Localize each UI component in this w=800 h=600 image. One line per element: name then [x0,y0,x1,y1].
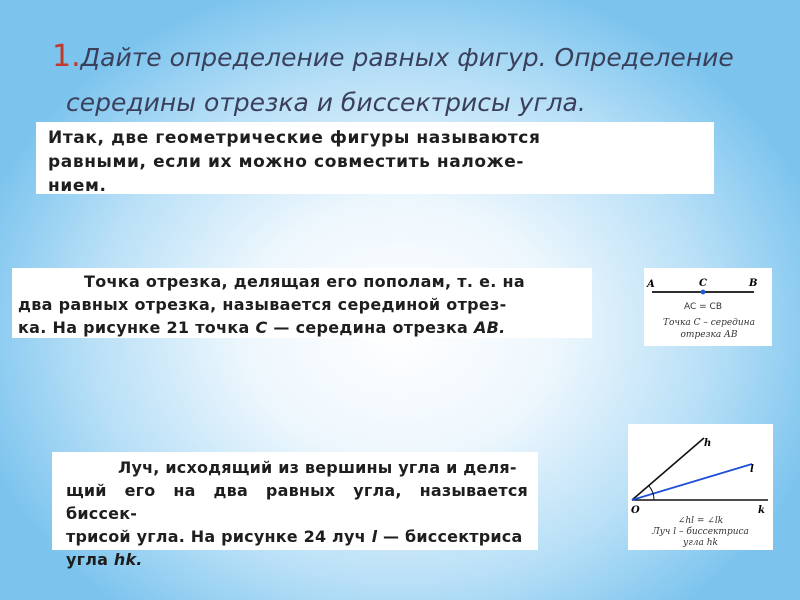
equal-figures-line-2: если их можно совместить наложе- [146,152,524,172]
midpoint-line-3-rest: — середина отрезка [267,318,474,337]
title-line-2: середины отрезка и биссектрисы угла. [66,88,586,117]
midpoint-line-3: На рисунке 21 точка [46,318,256,337]
title-line-1: Дайте определение равных фигур. Определение [80,43,734,72]
bisector-caption-1: Луч l – биссектриса [652,527,749,537]
label-l: l [750,464,754,475]
bisector-term: биссек- [66,504,138,523]
midpoint-term: серединой отрез- [337,295,507,314]
label-b: B [749,278,758,289]
bisector-definition [52,452,538,569]
angle-diagram [628,424,773,516]
midpoint-line-2: два равных отрезка, называется [18,295,338,314]
label-a: A [647,279,655,290]
midpoint-figure [644,268,772,346]
equal-figures-definition [36,122,714,194]
bisector-term-end: трисой угла. [66,527,185,546]
bisector-line-3-rest: — биссектриса [377,527,523,546]
midpoint-caption-2: отрезка АВ [680,330,738,340]
label-h: h [704,438,712,449]
midpoint-line-1: Точка отрезка, делящая его пополам, т. е. на [84,272,525,291]
label-c: C [699,278,707,289]
midpoint-point-label: C [255,318,268,337]
midpoint-term-end: ка. [18,318,47,337]
bisector-angle-label: hk. [113,550,143,569]
ray-l [632,464,752,500]
midpoint-definition [12,268,592,338]
bisector-line-3: На рисунке 24 луч [184,527,372,546]
point-c [701,290,706,295]
bisector-line-2: щий его на два равных угла, называется [66,481,528,500]
equal-figures-line-1: Итак, две геометрические фигуры называются [48,128,541,148]
equal-figures-line-3: нием. [48,176,107,196]
equal-figures-term: равными, [48,152,147,172]
bisector-caption-2: угла hk [683,538,718,548]
slide-title [52,34,752,125]
bisector-equation: ∠hl = ∠lk [677,516,724,526]
midpoint-caption-1: Точка С – середина [663,318,755,328]
midpoint-segment-label: AB. [473,318,506,337]
midpoint-equation: AC = CB [684,302,723,312]
question-number: 1. [52,39,81,74]
label-k: k [758,505,765,516]
label-o: O [631,505,640,516]
bisector-line-4: угла [66,550,114,569]
ray-h [632,438,704,500]
bisector-ray-label: l [371,527,378,546]
bisector-figure [628,424,773,550]
bisector-line-1: Луч, исходящий из вершины угла и деля- [118,458,517,477]
angle-arc [649,486,654,500]
